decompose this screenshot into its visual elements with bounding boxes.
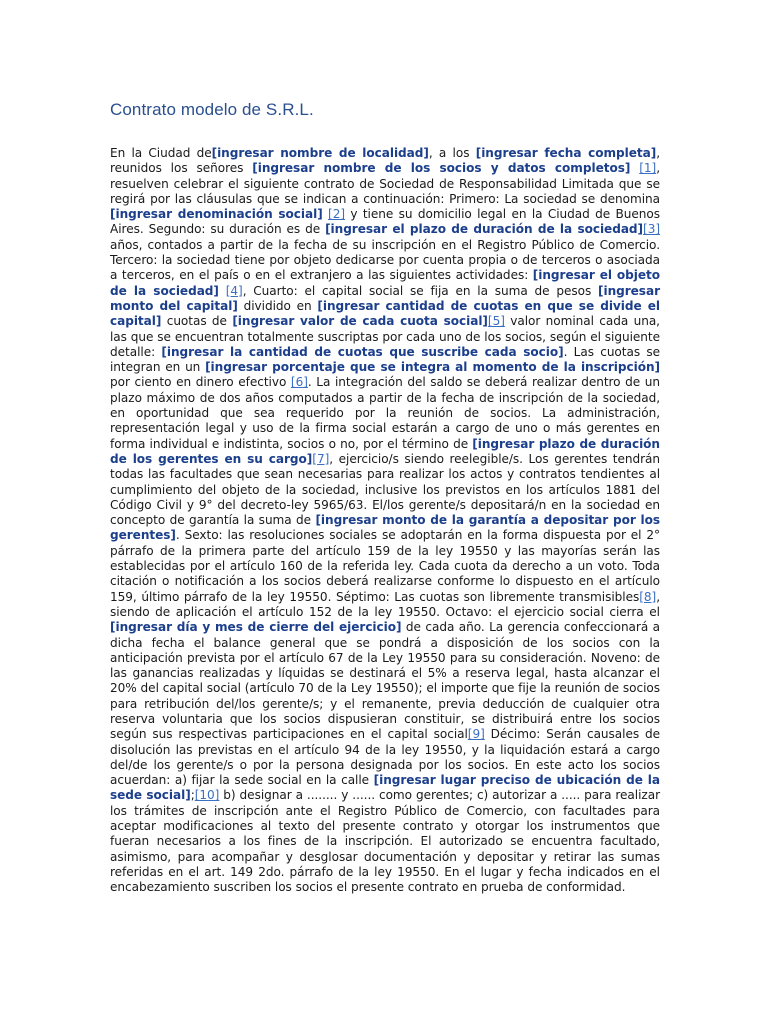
contract-body	[110, 146, 660, 896]
placeholder-field: [ingresar día y mes de cierre del ejercicio]	[110, 620, 402, 635]
body-text: dividido en	[237, 298, 318, 313]
body-text: En la Ciudad de	[110, 146, 212, 160]
placeholder-field: [ingresar lugar preciso de ubicación de la sede social]	[110, 773, 661, 803]
body-text: . Las cuotas se integran en un	[110, 344, 660, 375]
body-text	[630, 161, 639, 175]
body-text: años, contados a partir de la fecha de su inscripción en el Registro Público de Comercio. Tercero: la sociedad tiene por objeto dedicarse por cuenta propia o de terceros o asociada a terceros, en el país o en el extranjero a las siguientes actividades:	[110, 237, 660, 283]
body-text: , resuelven celebrar el siguiente contrato de Sociedad de Responsabilidad Limitada que se regirá por las cláusulas que se indican a continuación: Primero: La sociedad se denomina	[110, 161, 660, 206]
footnote-link[interactable]: [4]	[225, 283, 243, 298]
body-text: , a los	[428, 146, 476, 160]
placeholder-field: [ingresar la cantidad de cuotas que suscribe cada socio]	[161, 344, 564, 359]
body-text: , siendo de aplicación el artículo 152 de la ley 19550. Octavo: el ejercicio social cierra el	[110, 589, 660, 619]
body-text: . La integración del saldo se deberá realizar dentro de un plazo máximo de dos años computados a partir de la fecha de inscripción de la sociedad, en oportunidad que sea requerido por la reunión de socios. La administración, representación legal y uso de la firma social estarán a cargo de uno o más gerentes en forma individual e indistinta, socios o no, por el término de	[110, 375, 660, 451]
body-text	[219, 284, 226, 298]
placeholder-field: [ingresar el objeto de la sociedad]	[110, 268, 660, 298]
footnote-link[interactable]: [2]	[328, 207, 346, 222]
placeholder-field: [ingresar cantidad de cuotas en que se divide el capital]	[110, 298, 660, 329]
placeholder-field: [ingresar fecha completa]	[475, 146, 657, 160]
body-text: , ejercicio/s siendo reelegible/s. Los gerentes tendrán todas las facultades que sean necesarias para realizar los actos y contratos tendientes al cumplimiento del objeto de la sociedad, inclusive los previstos en los artículos 1881 del Código Civil y 9° del decreto-ley 5965/63. El/los gerente/s depositará/n en la sociedad en concepto de garantía la suma de	[110, 451, 661, 528]
body-text: . Sexto: las resoluciones sociales se adoptarán en la forma dispuesta por el 2° párrafo de la primera parte del artículo 159 de la ley 19550 y las mayorías serán las establecidas por el artículo 160 de la referida ley. Cada cuota da derecho a un voto. Toda citación o notificación a los socios deberá realizarse conforme lo dispuesto en el artículo 159, último párrafo de la ley 19550. Séptimo: Las cuotas son libremente transmisibles	[110, 528, 660, 604]
placeholder-field: [ingresar porcentaje que se integra al momento de la inscripción]	[205, 360, 660, 375]
placeholder-field: [ingresar monto del capital]	[110, 283, 660, 313]
footnote-link[interactable]: [10]	[194, 788, 220, 803]
body-text: b) designar a ........ y ...... como gerentes; c) autorizar a ..... para realizar los trámites de inscripción ante el Registro Público de Comercio, con facultades para aceptar modificaciones al texto del presente contrato y otorgar los instrumentos que fueran necesarios a los fines de la inscripción. El autorizado se encuentra facultado, asimismo, para acompañar y desglosar documentación y depositar y retirar las sumas referidas en el art. 149 2do. párrafo de la ley 19550. En el lugar y fecha indicados en el encabezamiento suscriben los socios el presente contrato en prueba de conformidad.	[110, 788, 660, 895]
document-title: Contrato modelo de S.R.L.	[110, 100, 314, 119]
placeholder-field: [ingresar monto de la garantía a depositar por los gerentes]	[110, 513, 660, 543]
placeholder-field: [ingresar nombre de los socios y datos completos]	[252, 161, 631, 176]
body-text: , Cuarto: el capital social se fija en la suma de pesos	[242, 283, 598, 298]
footnote-link[interactable]: [3]	[643, 222, 661, 237]
body-text: valor nominal cada una, las que se encuentran totalmente suscriptas por cada uno de los socios, según el siguiente detalle:	[110, 314, 660, 359]
body-text: Décimo: Serán causales de disolución las previstas en el artículo 94 de la ley 19550, y la liquidación estará a cargo del/de los gerente/s o por la persona designada por los socios. En este acto los socios acuerdan: a) fijar la sede social en la calle	[110, 727, 660, 788]
footnote-link[interactable]: [7]	[312, 451, 330, 466]
footnote-link[interactable]: [6]	[290, 375, 308, 390]
placeholder-field: [ingresar plazo de duración de los gerentes en su cargo]	[110, 436, 660, 466]
body-text: de cada año. La gerencia confeccionará a dicha fecha el balance general que se pondrá a disposición de los socios con la anticipación prevista por el artículo 67 de la Ley 19550 para su consideración. Noveno: de las ganancias realizadas y líquidas se destinará el 5% a reserva legal, hasta alcanzar el 20% del capital social (artículo 70 de la Ley 19550); el importe que fije la reunión de socios para retribución del/los gerente/s; y el remanente, previa deducción de cualquier otra reserva voluntaria que los socios dispusieran constituir, se distribuirá entre los socios según sus respectivas participaciones en el capital social	[110, 620, 660, 742]
footnote-link[interactable]: [9]	[467, 727, 485, 742]
placeholder-field: [ingresar el plazo de duración de la sociedad]	[325, 222, 644, 237]
body-text: por ciento en dinero efectivo	[110, 375, 291, 390]
placeholder-field: [ingresar nombre de localidad]	[211, 146, 429, 160]
footnote-link[interactable]: [8]	[639, 589, 657, 604]
placeholder-field: [ingresar valor de cada cuota social]	[232, 314, 488, 329]
body-text: cuotas de	[161, 314, 233, 329]
footnote-link[interactable]: [5]	[487, 314, 505, 329]
placeholder-field: [ingresar denominación social]	[110, 207, 323, 222]
body-text: y tiene su domicilio legal en la Ciudad de Buenos Aires. Segundo: su duración es de	[110, 207, 660, 237]
body-text: , reunidos los señores	[110, 146, 661, 176]
body-text: ;	[190, 788, 195, 803]
footnote-link[interactable]: [1]	[639, 161, 657, 176]
